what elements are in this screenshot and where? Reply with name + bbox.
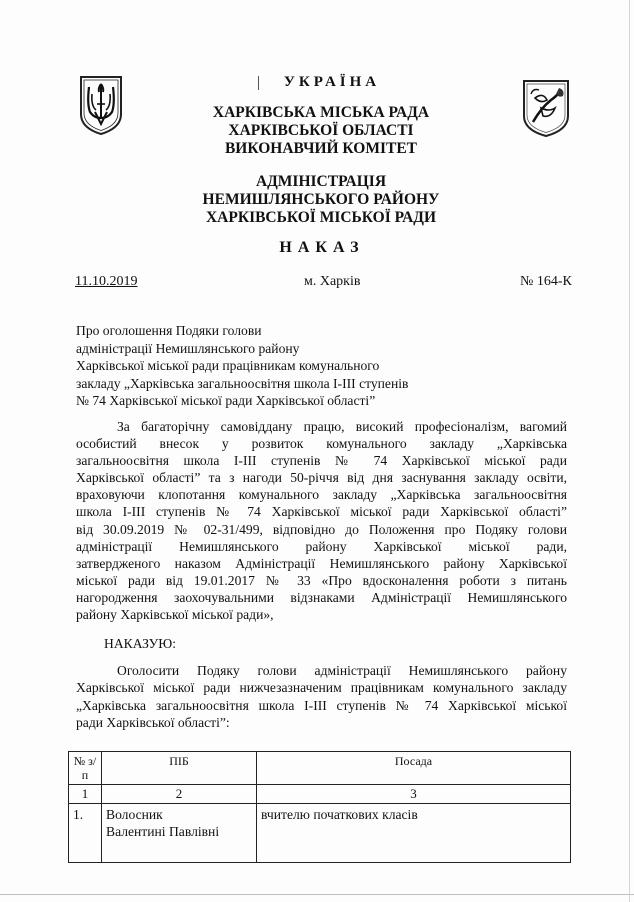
subject-line: адміністрації Немишлянського району — [76, 340, 300, 356]
instruction-line: ради Харківської області”: — [76, 714, 230, 730]
preamble-line: школа І-ІІІ ступенів № 74 Харківської міської ради Харківської області” — [76, 504, 567, 520]
instruction-line: Оголосити Подяку голови адміністрації Немишлянського району — [117, 663, 567, 678]
index-cell: 3 — [257, 785, 571, 804]
administration-line: АДМІНІСТРАЦІЯ — [255, 173, 387, 190]
row-surname: Волосник — [106, 807, 163, 822]
table-row — [69, 804, 571, 863]
staff-table — [68, 751, 571, 863]
preamble-line: району Харківської міської ради», — [76, 607, 274, 623]
index-cell: 2 — [102, 785, 257, 804]
council-line: ХАРКІВСЬКОЇ ОБЛАСТІ — [228, 122, 414, 139]
preamble-line: особистий внесок у розвиток комунального закладу „Харківська — [76, 436, 567, 452]
subject-line: № 74 Харківської міської ради Харківської області” — [76, 393, 376, 408]
subject-line: Харківської міської ради працівникам комунального — [76, 358, 380, 373]
subject-line: закладу „Харківська загальноосвітня школа І-ІІІ ступенів — [76, 375, 409, 391]
preamble-line: Харківської області” та з нагоди 50-річчя від дня заснування закладу освіти, — [76, 470, 567, 486]
index-cell: 1 — [69, 785, 102, 804]
preamble-line: міської ради від 19.01.2017 № 33 «Про вдосконалення роботи з питань — [76, 572, 567, 588]
preamble-line: За багаторічну самовіддану працю, високий професіоналізм, вагомий — [117, 419, 567, 434]
table-header-row — [69, 752, 571, 785]
order-preamble — [76, 418, 567, 623]
administration-line: ХАРКІВСЬКОЇ МІСЬКОЇ РАДИ — [205, 209, 437, 226]
header-number: № з/п — [69, 752, 102, 785]
row-position: вчителю початкових класів — [257, 804, 571, 863]
instruction-line: „Харківська загальноосвітня школа І-ІІІ ступенів № 74 Харківської міської — [76, 697, 567, 713]
order-number: № 164-К — [520, 274, 572, 289]
order-subject — [76, 322, 408, 410]
instruction-line: Харківської міської ради нижчезазначеним працівникам комунального закладу — [76, 680, 567, 696]
subject-line: Про оголошення Подяки голови — [76, 323, 262, 338]
council-line: ХАРКІВСЬКА МІСЬКА РАДА — [212, 104, 430, 121]
scan-bottom-edge — [0, 894, 634, 895]
header-position: Посада — [257, 752, 571, 785]
preamble-line: загальноосвітня школа І-ІІІ ступенів № 74 Харківської міської ради — [76, 453, 567, 469]
preamble-line: затвердженого наказом Адміністрації Немишлянського району Харківської — [76, 555, 567, 571]
document-type-title: НАКАЗ — [279, 239, 365, 256]
row-name — [102, 804, 257, 863]
administration-line: НЕМИШЛЯНСЬКОГО РАЙОНУ — [202, 191, 440, 208]
header-name: ПІБ — [102, 752, 257, 785]
preamble-line: адміністрації Немишлянського району Харківської міської ради, — [76, 538, 567, 554]
country-title: УКРАЇНА — [283, 74, 381, 90]
administration-block — [4, 173, 634, 227]
council-block — [4, 104, 634, 158]
council-line: ВИКОНАВЧИЙ КОМІТЕТ — [224, 140, 418, 157]
preamble-line: нагородження заохочувальними відзнаками Адміністрації Немишлянського — [76, 589, 567, 605]
order-city: м. Харків — [304, 274, 361, 289]
table-index-row — [69, 785, 571, 804]
preamble-line: враховуючи клопотання комунального закладу „Харківська загальноосвітня — [76, 487, 567, 503]
order-date: 11.10.2019 — [75, 274, 138, 289]
preamble-line: від 30.09.2019 № 02-31/499, відповідно до Положення про Подяку голови — [76, 521, 567, 537]
row-given-names: Валентині Павлівні — [106, 824, 220, 839]
order-instruction — [76, 662, 567, 731]
scan-mark — [258, 76, 259, 90]
order-directive: НАКАЗУЮ: — [104, 636, 177, 651]
row-number: 1. — [69, 804, 102, 863]
